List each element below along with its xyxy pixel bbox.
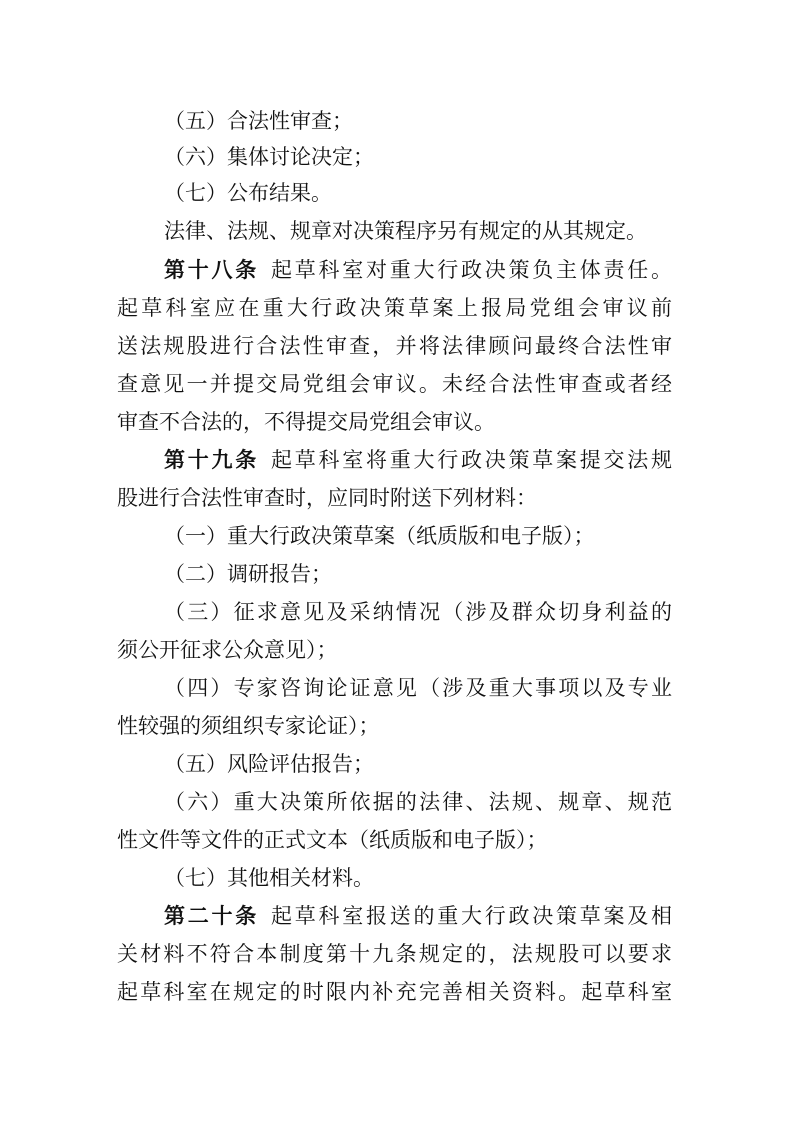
article-18-line-2: 起草科室应在重大行政决策草案上报局党组会审议前	[117, 296, 672, 320]
material-item-4-line-2: 性较强的须组织专家论证）；	[117, 714, 380, 738]
material-item-5: （五）风险评估报告；	[164, 752, 374, 776]
list-item-5-legality-review: （五）合法性审查；	[164, 109, 353, 133]
material-item-2: （二）调研报告；	[164, 562, 332, 586]
article-20-line-3: 起草科室在规定的时限内补充完善相关资料。起草科室	[117, 980, 672, 1004]
material-item-6-line-1: （六）重大决策所依据的法律、法规、规章、规范	[164, 790, 672, 814]
material-item-3-line-2: 须公开征求公众意见）；	[117, 638, 338, 662]
article-18-first-line	[164, 253, 672, 287]
article-20-first-line	[164, 899, 672, 933]
article-20-label: 第二十条	[164, 904, 259, 928]
list-item-7-publish-results: （七）公布结果。	[164, 181, 332, 205]
article-18-line-5: 审查不合法的，不得提交局党组会审议。	[117, 410, 495, 434]
article-19-first-line	[164, 443, 672, 477]
paragraph-other-provisions: 法律、法规、规章对决策程序另有规定的从其规定。	[164, 219, 647, 243]
article-18-text: 起草科室对重大行政决策负主体责任。	[271, 258, 672, 282]
material-item-3-line-1: （三）征求意见及采纳情况（涉及群众切身利益的	[164, 600, 672, 624]
material-item-6-line-2: 性文件等文件的正式文本（纸质版和电子版）；	[117, 828, 548, 852]
article-18-line-3: 送法规股进行合法性审查，并将法律顾问最终合法性审	[117, 334, 672, 358]
article-18-line-4: 查意见一并提交局党组会审议。未经合法性审查或者经	[117, 372, 672, 396]
article-19-label: 第十九条	[164, 448, 259, 472]
material-item-1: （一）重大行政决策草案（纸质版和电子版）；	[164, 524, 595, 548]
article-19-text: 起草科室将重大行政决策草案提交法规	[271, 448, 672, 472]
material-item-7: （七）其他相关材料。	[164, 866, 374, 890]
material-item-4-line-1: （四）专家咨询论证意见（涉及重大事项以及专业	[164, 676, 672, 700]
article-18-label: 第十八条	[164, 258, 259, 282]
list-item-6-collective-decision: （六）集体讨论决定；	[164, 145, 374, 169]
article-20-line-2: 关材料不符合本制度第十九条规定的，法规股可以要求	[117, 942, 672, 966]
article-19-line-2: 股进行合法性审查时，应同时附送下列材料：	[117, 486, 537, 510]
article-20-text: 起草科室报送的重大行政决策草案及相	[271, 904, 672, 928]
